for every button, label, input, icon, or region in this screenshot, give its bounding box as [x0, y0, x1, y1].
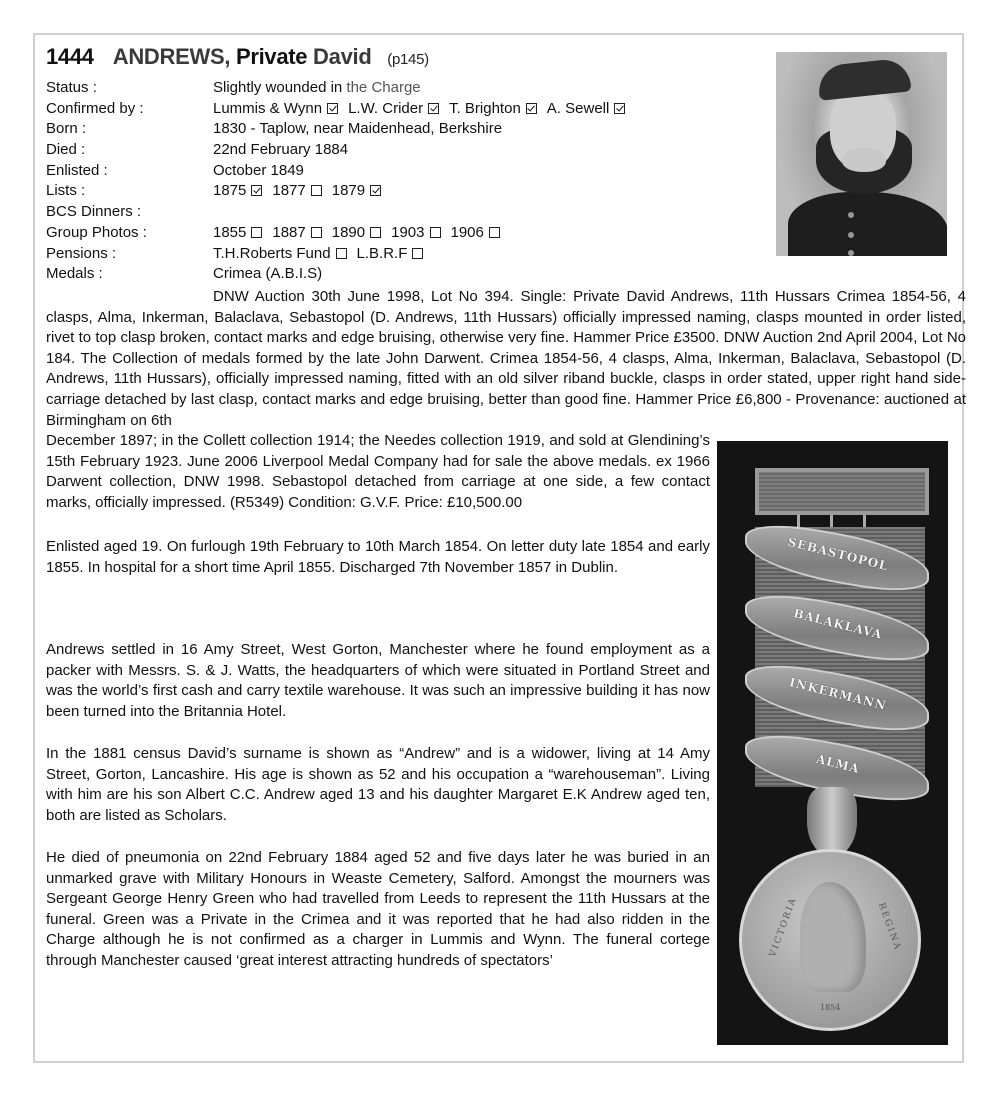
medal-coin — [739, 849, 921, 1031]
status-highlight: the Charge — [346, 79, 421, 96]
census-paragraph: In the 1881 census David’s surname is shown as “Andrew” and is a widower, living at 14 Amy Street, Gorton, Lancashire. His age is shown as 52 and his occupation a “warehouseman”. Living with him are his son Albert C.C. Andrew aged 13 and his daughter Margaret E.K Andrew aged ten, both are listed as Scholars. — [46, 745, 710, 824]
medal-clasp — [745, 743, 929, 793]
surname: ANDREWS, — [112, 44, 231, 69]
checkbox-label: 1875 — [213, 182, 247, 200]
unchecked-box-icon[interactable] — [311, 185, 322, 196]
medal-buckle — [755, 468, 929, 515]
employment-paragraph: Andrews settled in 16 Amy Street, West Gorton, Manchester where he found employment as a packer with Messrs. S. & J. Watts, the headquarters of which were situated in Portland Street and was the world’s first cash and carry textile warehouse. It was such an impressive building it has now been turned into the Britannia Hotel. — [46, 641, 710, 720]
field-label: Medals : — [46, 265, 103, 283]
field-value: Crimea (A.B.I.S) — [213, 265, 323, 283]
portrait-button — [848, 232, 854, 238]
checkbox-label: Lummis & Wynn — [213, 99, 323, 117]
given-name: David — [313, 44, 372, 69]
medal-rivet — [863, 515, 866, 527]
medal-clasp — [745, 603, 929, 653]
field-label: BCS Dinners : — [46, 203, 142, 221]
checkbox-label: A. Sewell — [546, 99, 610, 117]
medal-suspender — [807, 787, 857, 857]
field-bcs-dinners — [46, 202, 635, 223]
death-paragraph: He died of pneumonia on 22nd February 1884 aged 52 and five days later he was buried in an unmarked grave with Military Honours in Weaste Cemetery, Salford. Amongst the mourners was Sergeant George Henry Green who had travelled from Leeds to represent the 11th Hussars at the funeral. Green was a Private in the Crimea and it was reported that he had also ridden in the Charge although he is not confirmed as a charger in Lummis and Wynn. The funeral cortege through Manchester caused ‘great interest attracting hundreds of spectators’ — [46, 849, 710, 969]
field-label: Pensions : — [46, 244, 117, 262]
field-status — [46, 78, 635, 99]
medal-clasp — [745, 533, 929, 583]
field-value: October 1849 — [213, 161, 304, 179]
medal-clasp — [745, 673, 929, 723]
field-label: Died : — [46, 141, 86, 159]
medal-rivet — [830, 515, 833, 527]
field-label: Lists : — [46, 182, 86, 200]
unchecked-box-icon[interactable] — [251, 227, 262, 238]
queen-head — [800, 882, 866, 992]
service-paragraph: Enlisted aged 19. On furlough 19th February to 10th March 1854. On letter duty late 1854 and early 1855. In hospital for a short time April 1855. Discharged 7th November 1857 in Dublin. — [46, 538, 710, 576]
checkbox-group — [213, 223, 510, 244]
clasp-label: INKERMANN — [787, 675, 889, 713]
checkbox-label: 1890 — [331, 223, 366, 241]
checkbox-label: 1887 — [272, 223, 306, 241]
checkbox-label: 1906 — [450, 223, 484, 241]
page-reference: (p145) — [387, 51, 429, 68]
medal-photo — [717, 441, 948, 1045]
medal-rivet — [797, 515, 800, 527]
field-value: 1830 - Taplow, near Maidenhead, Berkshire — [213, 120, 503, 138]
field-label: Confirmed by : — [46, 99, 144, 117]
field-label: Enlisted : — [46, 161, 108, 179]
field-label: Group Photos : — [46, 223, 147, 241]
checked-box-icon[interactable] — [251, 185, 262, 196]
portrait-chin — [842, 148, 886, 172]
field-label: Born : — [46, 120, 87, 138]
checked-box-icon[interactable] — [370, 185, 381, 196]
unchecked-box-icon[interactable] — [412, 248, 423, 259]
unchecked-box-icon[interactable] — [336, 248, 347, 259]
checkbox-label: 1855 — [213, 223, 247, 241]
portrait-coat — [788, 192, 947, 256]
checked-box-icon[interactable] — [526, 103, 537, 114]
record-title — [46, 44, 429, 70]
checkbox-label: L.B.R.F — [356, 244, 408, 262]
status-text: Slightly wounded in — [213, 79, 347, 96]
field-medals — [46, 264, 635, 285]
paragraph-text: DNW Auction 30th June 1998, Lot No 394. Single: Private David Andrews, 11th Hussars Crimea 1854-56, 4 clasps, Alma, Inkerman, Balaclava, Sebastopol (D. Andrews, 11th Hussars) officially impressed naming, clasps mounted in order listed, rivet to top clasp broken, contact marks and edge bruising, otherwise very fine. Hammer Price £3500. DNW Auction 2nd April 2004, Lot No 184. The Collection of medals formed by the late John Darwent. Crimea 1854-56, 4 clasps, Alma, Inkerman, Balaclava, Sebastopol (D. Andrews, 11th Hussars), officially impressed naming, fitted with an old silver riband buckle, clasps in order stated, upper right hand side-carriage detached by last clasp, contact marks and edge bruising, better than good fine. Hammer Price £6,800 - Provenance: auctioned at Birmingham on 6th — [46, 288, 966, 429]
field-label: Status : — [46, 79, 97, 96]
portrait-button — [848, 250, 854, 256]
checkbox-group — [213, 244, 433, 265]
field-lists — [46, 181, 635, 202]
portrait-photo — [776, 52, 947, 256]
checkbox-group — [213, 99, 635, 120]
record-number: 1444 — [46, 44, 94, 69]
field-confirmed-by — [46, 99, 635, 120]
unchecked-box-icon[interactable] — [489, 227, 500, 238]
clasp-label: SEBASTOPOL — [786, 534, 890, 574]
coin-legend-left: VICTORIA — [768, 895, 800, 959]
checkbox-label: L.W. Crider — [348, 99, 424, 117]
checkbox-group — [213, 181, 391, 202]
auction-history-continued: December 1897; in the Collett collection 1914; the Needes collection 1919, and sold at Glendining’s 15th February 1923. June 2006 Liverpool Medal Company had for sale the above medals. ex 1966 Darwent collection, DNW 1998. Sebastopol detached from carriage at one side, a few contact marks, officially impressed. (R5349) Condition: G.V.F. Price: £10,500.00 — [46, 432, 710, 511]
unchecked-box-icon[interactable] — [311, 227, 322, 238]
field-pensions — [46, 244, 635, 265]
field-enlisted — [46, 161, 635, 182]
field-value: 22nd February 1884 — [213, 141, 349, 159]
checkbox-label: 1877 — [272, 182, 306, 200]
checkbox-label: 1903 — [391, 223, 425, 241]
checkbox-label: 1879 — [331, 182, 366, 200]
field-value — [213, 78, 421, 99]
unchecked-box-icon[interactable] — [370, 227, 381, 238]
record-fields — [46, 78, 635, 285]
checkbox-label: T. Brighton — [449, 99, 521, 117]
unchecked-box-icon[interactable] — [430, 227, 441, 238]
coin-legend-right: REGINA — [875, 901, 903, 953]
field-born — [46, 119, 635, 140]
checked-box-icon[interactable] — [614, 103, 625, 114]
clasp-label: BALAKLAVA — [792, 606, 884, 642]
auction-history-paragraph — [46, 287, 966, 431]
portrait-cap — [816, 57, 911, 100]
coin-date: 1854 — [820, 1003, 841, 1012]
rank: Private — [235, 44, 308, 69]
checked-box-icon[interactable] — [428, 103, 439, 114]
checked-box-icon[interactable] — [327, 103, 338, 114]
field-group-photos — [46, 223, 635, 244]
portrait-button — [848, 212, 854, 218]
checkbox-label: T.H.Roberts Fund — [213, 244, 331, 262]
field-died — [46, 140, 635, 161]
clasp-label: ALMA — [814, 751, 862, 777]
